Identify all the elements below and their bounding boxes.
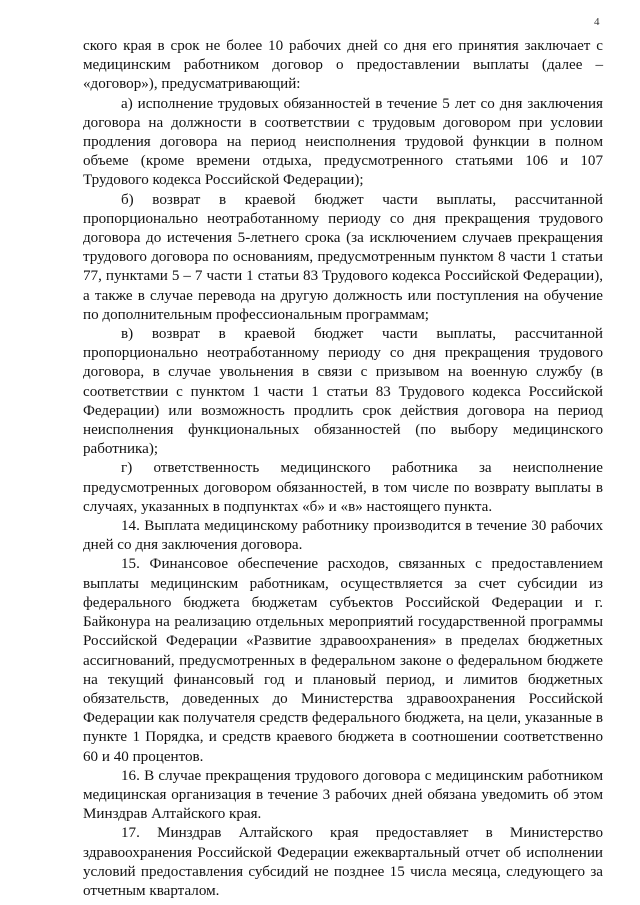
- page-number: 4: [594, 16, 600, 28]
- paragraph-16: 16. В случае прекращения трудового договора с медицинским работником медицинская организация в течение 3 рабочих дней обязана уведомить об этом Минздрав Алтайского края.: [83, 767, 603, 823]
- paragraph-14: 14. Выплата медицинскому работнику производится в течение 30 рабочих дней со дня заключения договора.: [83, 518, 603, 554]
- paragraph-item-v: в) возврат в краевой бюджет части выплаты, рассчитанной пропорционально неотработанному периоду со дня прекращения трудового договора, в случае увольнения в связи с призывом на военную службу (в соответствии с пунктом 1 части 1 статьи 83 Трудового кодекса Российской Федерации) или возможность продлить срок действия договора на период неисполнения функциональных обязанностей (по выбору медицинского работника);: [83, 326, 603, 458]
- paragraph-item-a: а) исполнение трудовых обязанностей в течение 5 лет со дня заключения договора на должности в соответствии с трудовым договором при условии продления договора на период неисполнения трудовой функции в полном объеме (кроме времени отдыха, предусмотренного статьями 106 и 107 Трудового кодекса Российской Федерации);: [83, 95, 603, 189]
- paragraph-item-b: б) возврат в краевой бюджет части выплаты, рассчитанной пропорционально неотработанному периоду со дня прекращения трудового договора до истечения 5-летнего срока (за исключением случаев прекращения трудового договора по основаниям, предусмотренным пунктом 8 части 1 статьи 77, пунктами 5 – 7 части 1 статьи 83 Трудового кодекса Российской Федерации), а также в случае перевода на другую должность или поступления на обучение по дополнительным профессиональным программам;: [83, 191, 603, 323]
- paragraph-item-g: г) ответственность медицинского работника за неисполнение предусмотренных договором обязанностей, в том числе по возврату выплаты в случаях, указанных в подпунктах «б» и «в» настоящего пункта.: [83, 460, 603, 515]
- paragraph-17: 17. Минздрав Алтайского края предоставляет в Министерство здравоохранения Российской Федерации ежеквартальный отчет об исполнении условий предоставления субсидий не позднее 15 числа месяца, следующего за отчетным кварталом.: [83, 825, 603, 899]
- document-body: [83, 37, 603, 901]
- paragraph-continuation: ского края в срок не более 10 рабочих дней со дня его принятия заключает с медицинским работником договор о предоставлении выплаты (далее – «договор»), предусматривающий:: [83, 38, 603, 93]
- paragraph-15: 15. Финансовое обеспечение расходов, связанных с предоставлением выплаты медицинским работникам, осуществляется за счет субсидии из федерального бюджета бюджетам субъектов Российской Федерации и г. Байконура на реализацию отдельных мероприятий государственной программы Российской Федерации «Развитие здравоохранения» в пределах бюджетных ассигнований, предусмотренных в федеральном законе о федеральном бюджете на текущий финансовый год и плановый период, и лимитов бюджетных обязательств, доведенных до Министерства здравоохранения Российской Федерации как получателя средств федерального бюджета, на цели, указанные в пункте 1 Порядка, и средств краевого бюджета в соотношении соответственно 60 и 40 процентов.: [83, 556, 603, 765]
